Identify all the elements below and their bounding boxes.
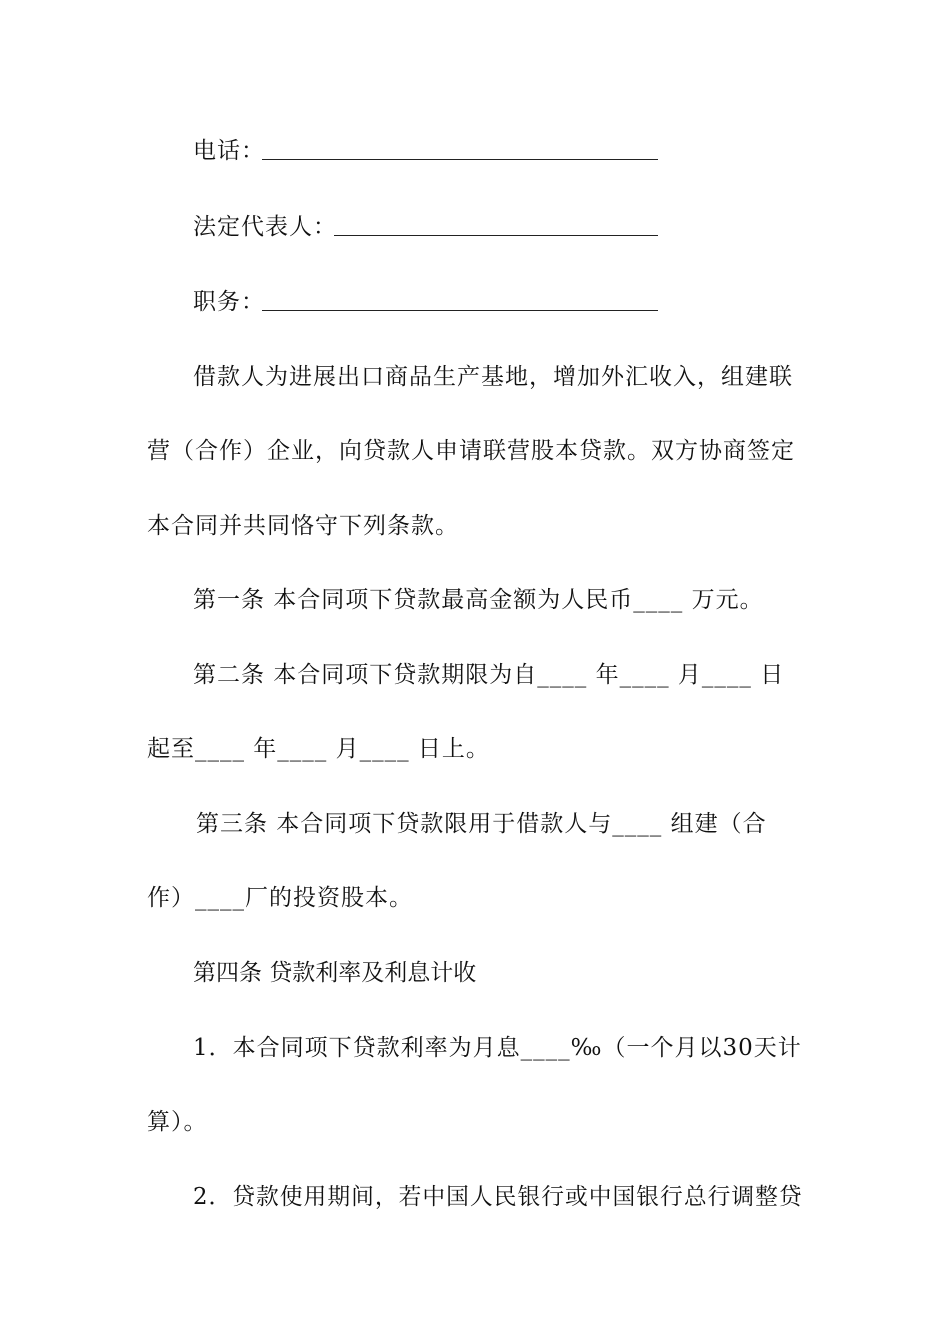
preamble-line-3: 本合同并共同恪守下列条款。 [147, 513, 459, 539]
phone-blank-line [262, 159, 658, 160]
position-blank-line [262, 310, 658, 311]
article-4-title: 第四条 贷款利率及利息计收 [193, 960, 477, 986]
preamble-line-2: 营（合作）企业，向贷款人申请联营股本贷款。双方协商签定 [147, 438, 795, 464]
preamble-line-1: 借款人为进展出口商品生产基地，增加外汇收入，组建联 [193, 364, 793, 390]
article-3-line-1: 第三条 本合同项下贷款限用于借款人与____ 组建（合 [196, 811, 767, 837]
article-4-item-2-line-1: 2．贷款使用期间，若中国人民银行或中国银行总行调整贷 [193, 1184, 803, 1210]
article-1: 第一条 本合同项下贷款最高金额为人民币____ 万元。 [193, 587, 764, 613]
legal-representative-blank-line [334, 235, 658, 236]
article-3-line-2: 作）____厂的投资股本。 [147, 885, 413, 911]
article-4-item-1-line-1: 1．本合同项下贷款利率为月息____‰（一个月以30天计 [193, 1035, 802, 1061]
phone-label: 电话： [193, 138, 265, 164]
article-2-line-1: 第二条 本合同项下贷款期限为自____ 年____ 月____ 日 [193, 662, 785, 688]
article-2-line-2: 起至____ 年____ 月____ 日上。 [147, 736, 490, 762]
position-label: 职务： [193, 289, 265, 315]
legal-representative-label: 法定代表人： [193, 214, 337, 240]
article-4-item-1-line-2: 算）。 [147, 1109, 208, 1135]
